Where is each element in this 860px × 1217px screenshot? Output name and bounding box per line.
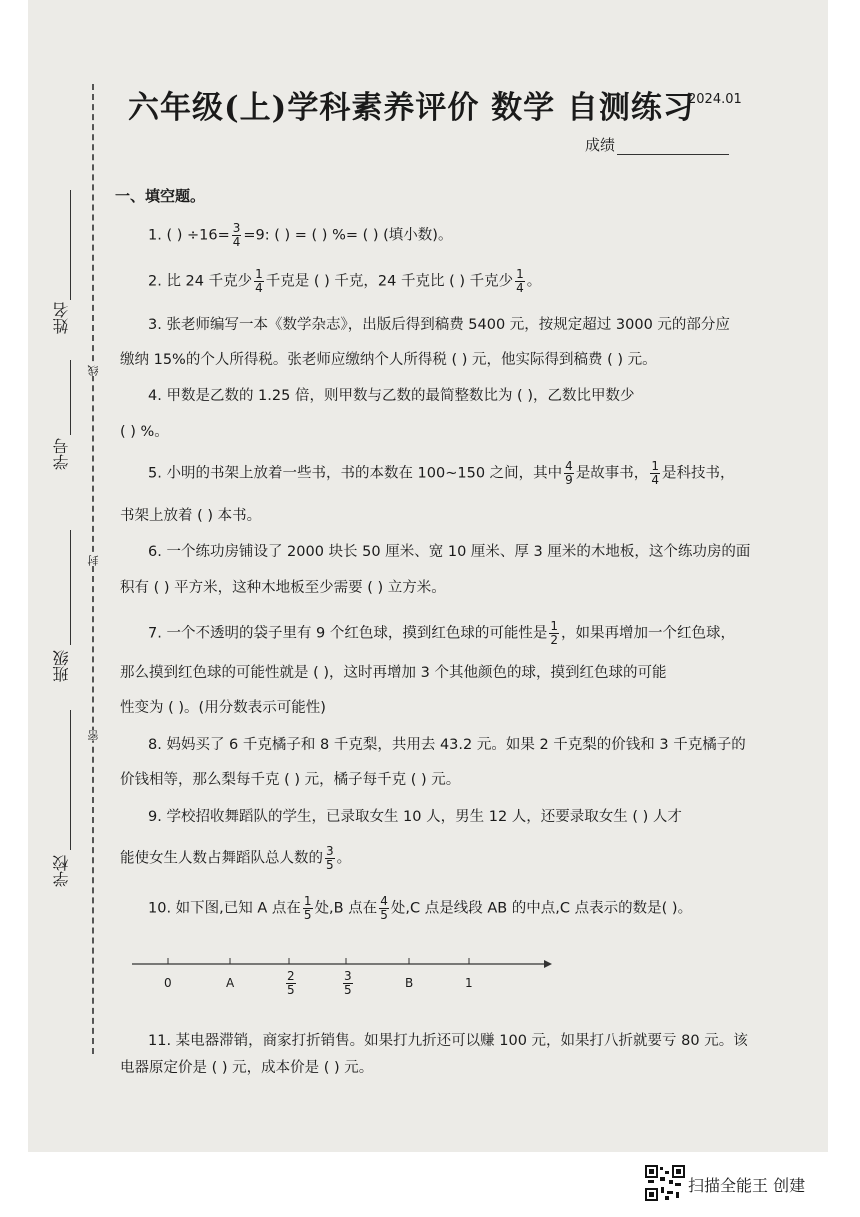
question-5-line-1: 5. 小明的书架上放着一些书，书的本数在 100~150 之间，其中 $\frac{4}{9}$ 是故事书， $\frac{1}{4}$ 是科技书，	[148, 459, 735, 487]
question-11-line-1: 11. 某电器滞销，商家打折销售。如果打九折还可以赚 100 元，如果打八折就要亏 80 元。该	[148, 1033, 748, 1049]
question-1: 1. ( ) ÷16= $\frac{3}{4}$ =9: ( ) = ( ) %= ( ) (填小数)。	[148, 221, 453, 249]
question-3-line-2: 缴纳 15%的个人所得税。张老师应缴纳个人所得税 ( ) 元，他实际得到稿费 ( ) 元。	[120, 352, 657, 368]
seal-mark-line: 线	[87, 365, 100, 376]
tick-label-0: 0	[164, 976, 172, 990]
question-4-line-2: ( ) %。	[120, 424, 169, 440]
fraction-4-5: $\frac{4}{5}$	[380, 894, 388, 922]
question-4-line-1: 4. 甲数是乙数的 1.25 倍，则甲数与乙数的最简整数比为 ( )，乙数比甲数少	[148, 388, 635, 404]
fraction-4-9: $\frac{4}{9}$	[565, 459, 573, 487]
seal-mark-secret: 密	[87, 730, 100, 741]
question-6-line-1: 6. 一个练功房铺设了 2000 块长 50 厘米、宽 10 厘米、厚 3 厘米的木地板，这个练功房的面	[148, 544, 751, 560]
number-line-arrow	[544, 960, 552, 968]
tick-label-a: A	[226, 976, 235, 990]
section-title: 一、填空题。	[115, 187, 206, 205]
class-write-line	[70, 530, 71, 645]
question-8-line-2: 价钱相等，那么梨每千克 ( ) 元，橘子每千克 ( ) 元。	[120, 772, 461, 788]
scanner-watermark: 扫描全能王 创建	[688, 1176, 806, 1195]
fraction-3-4: $\frac{3}{4}$	[232, 221, 241, 249]
question-9-line-2: 能使女生人数占舞蹈队总人数的 $\frac{3}{5}$ 。	[120, 844, 352, 872]
student-number-label: 学号	[52, 438, 71, 470]
score-label: 成绩	[585, 136, 616, 154]
fraction-1-4: $\frac{1}{4}$	[255, 267, 263, 295]
question-7-line-1: 7. 一个不透明的袋子里有 9 个红色球，摸到红色球的可能性是 $\frac{1}{2}$ ，如果再增加一个红色球，	[148, 619, 736, 647]
fraction-1-4: $\frac{1}{4}$	[651, 459, 659, 487]
fraction-3-5: $\frac{3}{5}$	[326, 844, 334, 872]
question-3-line-1: 3. 张老师编写一本《数学杂志》，出版后得到稿费 5400 元，按规定超过 3000 元的部分应	[148, 317, 730, 333]
question-2: 2. 比 24 千克少 $\frac{1}{4}$ 千克是 ( ) 千克，24 千克比 ( ) 千克少 $\frac{1}{4}$ 。	[148, 267, 542, 295]
name-write-line	[70, 190, 71, 300]
class-label: 班级	[52, 650, 71, 682]
binding-dashed-line	[92, 84, 94, 1054]
question-5-line-2: 书架上放着 ( ) 本书。	[120, 508, 262, 524]
tick-label-3-5: $\frac{3}{5}$	[344, 969, 352, 997]
tick-label-2-5: $\frac{2}{5}$	[287, 969, 295, 997]
score-blank-line	[617, 140, 729, 155]
fraction-1-4: $\frac{1}{4}$	[516, 267, 524, 295]
score-field	[585, 134, 729, 155]
question-7-line-3: 性变为 ( )。(用分数表示可能性)	[120, 700, 326, 716]
question-11-line-2: 电器原定价是 ( ) 元，成本价是 ( ) 元。	[120, 1060, 374, 1076]
question-6-line-2: 积有 ( ) 平方米，这种木地板至少需要 ( ) 立方米。	[120, 580, 446, 596]
question-10: 10. 如下图,已知 A 点在 $\frac{1}{5}$ 处,B 点在 $\frac{4}{5}$ 处,C 点是线段 AB 的中点,C 点表示的数是( )。	[148, 894, 693, 922]
seal-mark-seal: 封	[87, 555, 100, 566]
question-9-line-1: 9. 学校招收舞蹈队的学生，已录取女生 10 人，男生 12 人，还要录取女生 ( ) 人才	[148, 809, 682, 825]
school-write-line	[70, 710, 71, 850]
exam-date: 2024.01	[688, 92, 742, 107]
fraction-1-2: $\frac{1}{2}$	[550, 619, 559, 647]
question-8-line-1: 8. 妈妈买了 6 千克橘子和 8 千克梨，共用去 43.2 元。如果 2 千克梨的价钱和 3 千克橘子的	[148, 737, 746, 753]
qr-code-icon	[645, 1165, 685, 1201]
tick-label-b: B	[405, 976, 414, 990]
fraction-1-5: $\frac{1}{5}$	[303, 894, 312, 922]
page-title: 六年级(上)学科素养评价 数学 自测练习	[128, 90, 695, 126]
school-label: 学校	[52, 855, 71, 887]
number-write-line	[70, 360, 71, 435]
tick-label-1: 1	[465, 976, 473, 990]
question-7-line-2: 那么摸到红色球的可能性就是 ( )，这时再增加 3 个其他颜色的球，摸到红色球的可能	[120, 665, 667, 681]
name-label: 姓名	[52, 302, 71, 334]
